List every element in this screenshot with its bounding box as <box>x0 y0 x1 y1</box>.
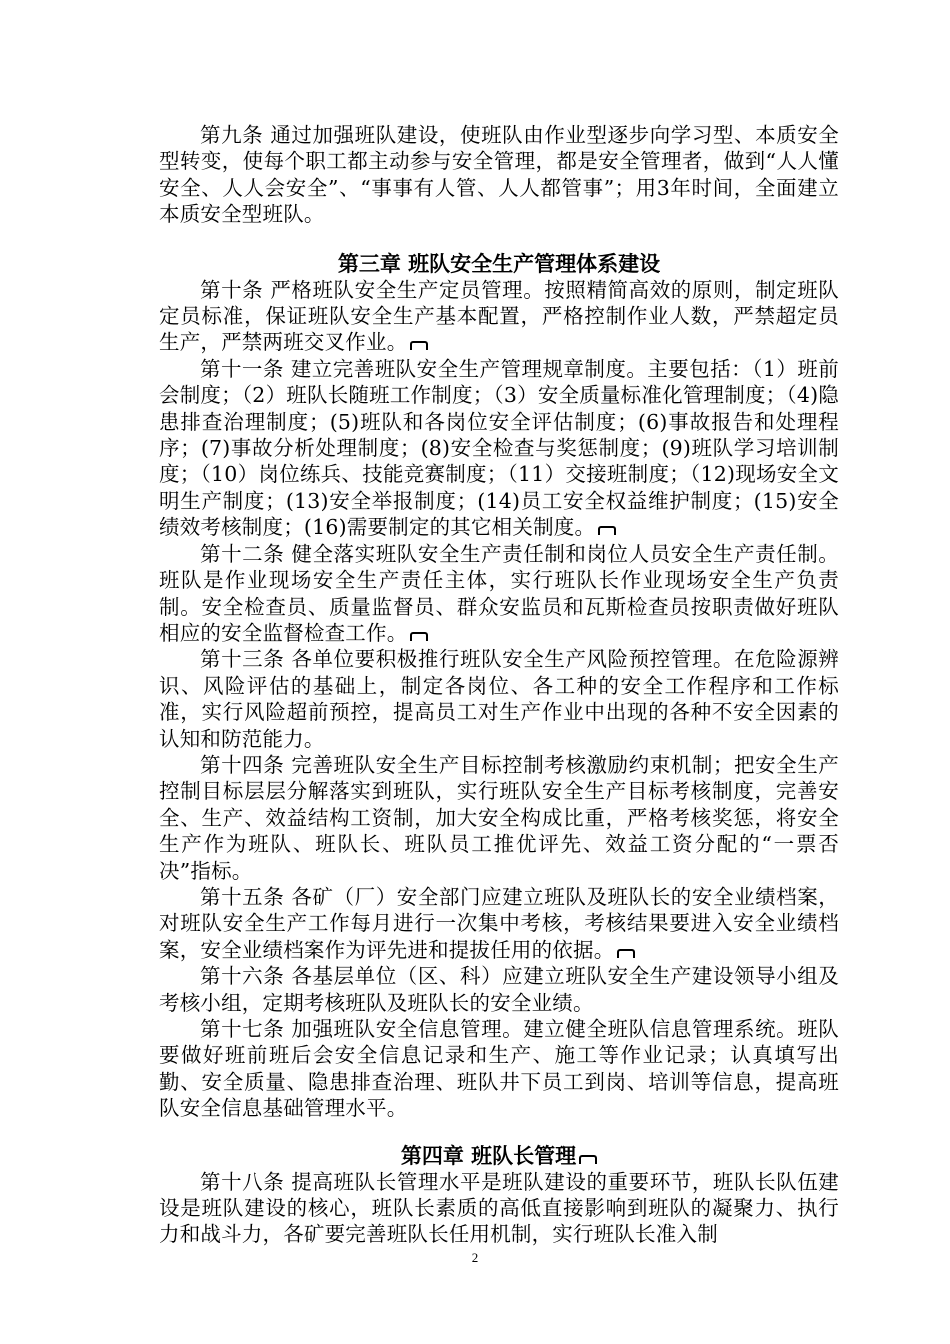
article-18: 第十八条 提高班队长管理水平是班队建设的重要环节，班队长队伍建设是班队建设的核心，班队长素质的高低直接影响到班队的凝聚力、执行力和战斗力，各矿要完善班队长任用机制，实行班队长准入制 <box>159 1169 839 1247</box>
article-17: 第十七条 加强班队安全信息管理。建立健全班队信息管理系统。班队要做好班前班后会安全信息记录和生产、施工等作业记录；认真填写出勤、安全质量、隐患排查治理、班队井下员工到岗、培训等信息，提高班队安全信息基础管理水平。 <box>159 1017 839 1121</box>
article-11-text: 第十一条 建立完善班队安全生产管理规章制度。主要包括：（1）班前会制度；（2）班队长随班工作制度；（3）安全质量标准化管理制度；（4)隐患排查治理制度；(5)班队和各岗位安全评估制度；(6)事故报告和处理程序；(7)事故分析处理制度；(8)安全检查与奖惩制度；(9)班队学习培训制度；（10）岗位练兵、技能竞赛制度；（11）交接班制度；（12)现场安全文明生产制度；(13)安全举报制度；(14)员工安全权益维护制度；(15)安全绩效考核制度；(16)需要制定的其它相关制度。 <box>159 356 839 540</box>
paragraph-mark-icon <box>617 949 635 958</box>
chapter-4-title <box>159 1142 839 1169</box>
article-15 <box>159 884 839 963</box>
paragraph-mark-icon <box>410 341 428 350</box>
paragraph-mark-icon <box>598 526 616 535</box>
article-13: 第十三条 各单位要积极推行班队安全生产风险预控管理。在危险源辨识、风险评估的基础上，制定各岗位、各工种的安全工作程序和工作标准，实行风险超前预控，提高员工对生产作业中出现的各种不安全因素的认知和防范能力。 <box>159 647 839 751</box>
article-15-text: 第十五条 各矿（厂）安全部门应建立班队及班队长的安全业绩档案，对班队安全生产工作每月进行一次集中考核，考核结果要进入安全业绩档案，安全业绩档案作为评先进和提拔任用的依据。 <box>159 884 839 962</box>
chapter-4-title-text: 第四章 班队长管理 <box>400 1142 577 1168</box>
chapter-3-title: 第三章 班队安全生产管理体系建设 <box>337 250 661 276</box>
article-16: 第十六条 各基层单位（区、科）应建立班队安全生产建设领导小组及考核小组，定期考核班队及班队长的安全业绩。 <box>159 964 839 1015</box>
page-number: 2 <box>471 1250 479 1265</box>
page-body <box>159 122 839 1248</box>
article-10-text: 第十条 严格班队安全生产定员管理。按照精简高效的原则，制定班队定员标准，保证班队安全生产基本配置，严格控制作业人数，严禁超定员生产，严禁两班交叉作业。 <box>159 277 839 355</box>
article-10 <box>159 277 839 356</box>
article-14: 第十四条 完善班队安全生产目标控制考核激励约束机制；把安全生产控制目标层层分解落实到班队，实行班队安全生产目标考核制度，完善安全、生产、效益结构工资制，加大安全构成比重，严格考核奖惩，将安全生产作为班队、班队长、班队员工推优评先、效益工资分配的“一票否决”指标。 <box>159 752 839 883</box>
paragraph-mark-icon <box>410 632 428 641</box>
paragraph-mark-icon <box>579 1155 597 1164</box>
article-11 <box>159 356 839 541</box>
article-12-text: 第十二条 健全落实班队安全生产责任制和岗位人员安全生产责任制。班队是作业现场安全生产责任主体，实行班队长作业现场安全生产负责制。安全检查员、质量监督员、群众安监员和瓦斯检查员按职责做好班队相应的安全监督检查工作。 <box>159 541 839 645</box>
article-12 <box>159 541 839 647</box>
article-9: 第九条 通过加强班队建设，使班队由作业型逐步向学习型、本质安全型转变，使每个职工都主动参与安全管理，都是安全管理者，做到“人人懂安全、人人会安全”、“事事有人管、人人都管事”；用3年时间，全面建立本质安全型班队。 <box>159 123 839 227</box>
